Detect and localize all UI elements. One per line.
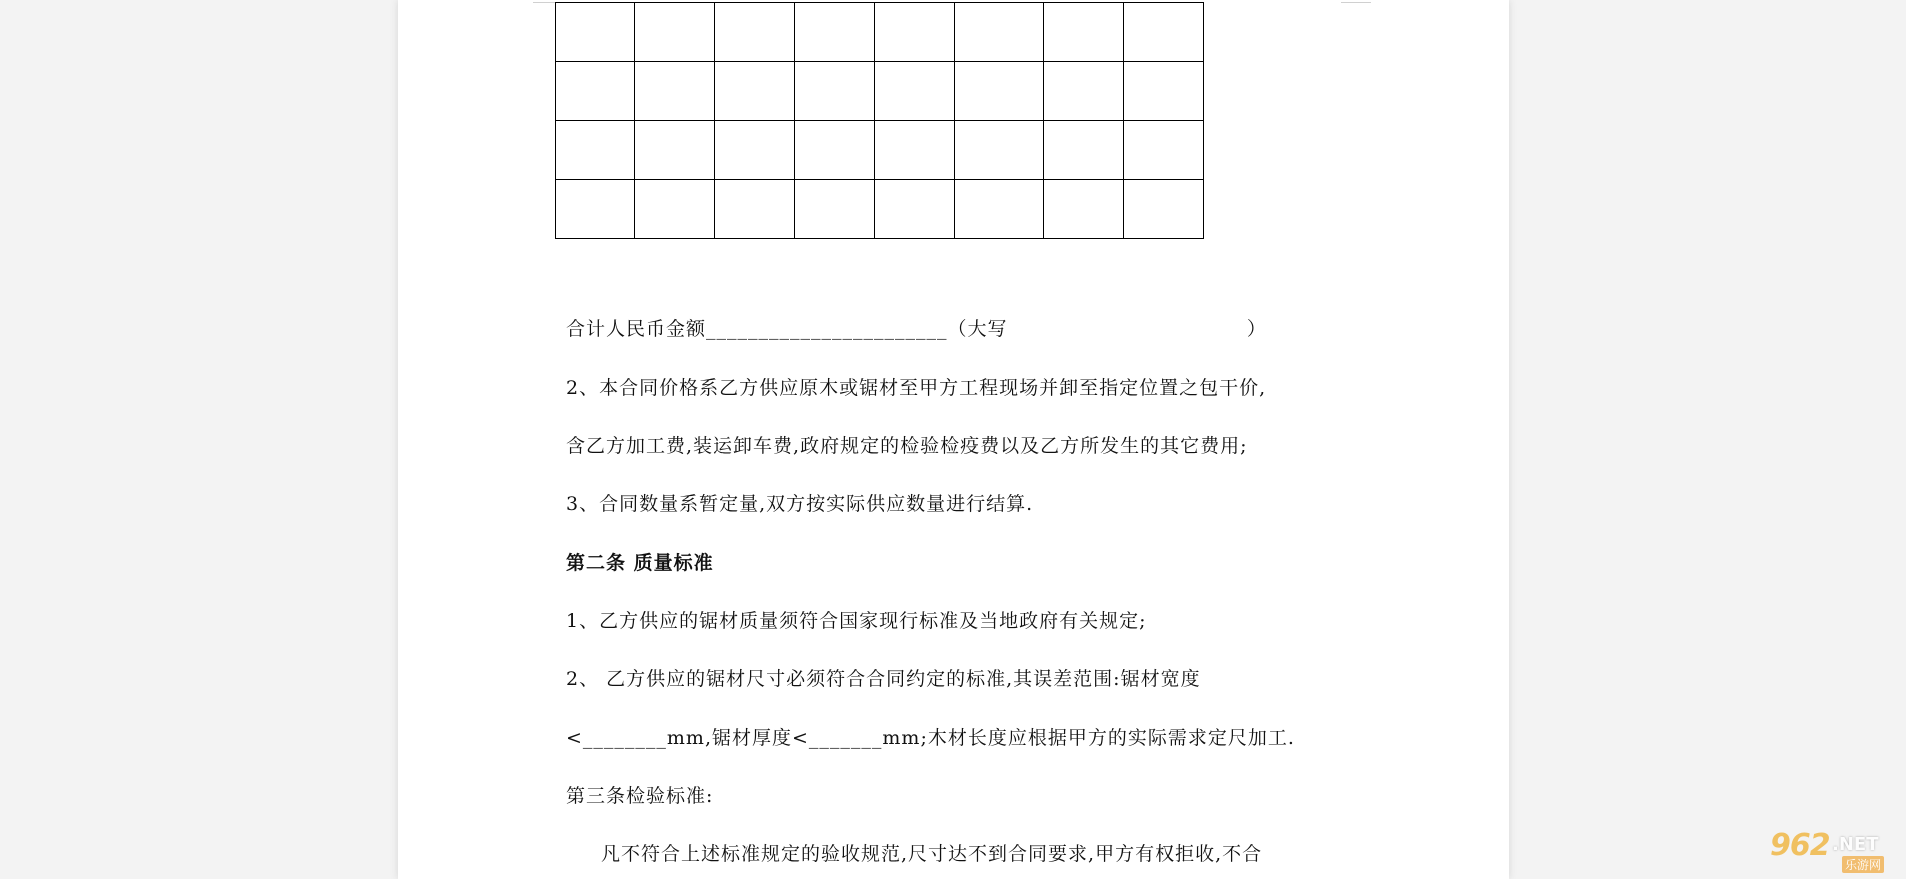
watermark-suffix: .NET bbox=[1832, 834, 1879, 855]
table-cell bbox=[1044, 121, 1124, 180]
table-cell bbox=[875, 121, 955, 180]
table-cell bbox=[635, 3, 715, 62]
clause-1-2-line-a: 2、本合同价格系乙方供应原木或锯材至甲方工程现场并卸至指定位置之包干价, bbox=[566, 377, 1267, 399]
table-cell bbox=[955, 62, 1044, 121]
clause-3-1-line: 凡不符合上述标准规定的验收规范,尺寸达不到合同要求,甲方有权拒收,不合 bbox=[601, 843, 1263, 865]
clause-2-2-line-b: <________mm,锯材厚度<_______mm;木材长度应根据甲方的实际需求定尺加工. bbox=[566, 727, 1295, 749]
table-cell bbox=[635, 121, 715, 180]
clause-2-1-line: 1、乙方供应的锯材质量须符合国家现行标准及当地政府有关规定; bbox=[566, 610, 1147, 632]
table-cell bbox=[715, 62, 795, 121]
table-cell bbox=[795, 62, 875, 121]
table-cell bbox=[715, 3, 795, 62]
article-2-title: 第二条 质量标准 bbox=[566, 552, 714, 574]
table-cell bbox=[635, 62, 715, 121]
table-cell bbox=[715, 180, 795, 239]
table-cell bbox=[795, 3, 875, 62]
table-cell bbox=[1044, 3, 1124, 62]
table-cell bbox=[795, 180, 875, 239]
table-row bbox=[556, 62, 1204, 121]
table-cell bbox=[955, 180, 1044, 239]
table-cell bbox=[556, 121, 635, 180]
page-corner-mark-right bbox=[1341, 0, 1371, 3]
table-cell bbox=[1124, 180, 1204, 239]
table-cell bbox=[875, 3, 955, 62]
clause-2-2-line-a: 2、 乙方供应的锯材尺寸必须符合合同约定的标准,其误差范围:锯材宽度 bbox=[566, 668, 1201, 690]
table-cell bbox=[715, 121, 795, 180]
watermark-subtitle: 乐游网 bbox=[1842, 856, 1884, 873]
table-row bbox=[556, 121, 1204, 180]
table-cell bbox=[1044, 62, 1124, 121]
clause-1-2-line-b: 含乙方加工费,装运卸车费,政府规定的检验检疫费以及乙方所发生的其它费用; bbox=[566, 435, 1248, 457]
watermark-number: 962 bbox=[1770, 828, 1830, 863]
table-cell bbox=[1124, 121, 1204, 180]
table-cell bbox=[556, 180, 635, 239]
clause-1-3-line: 3、合同数量系暂定量,双方按实际供应数量进行结算. bbox=[566, 493, 1034, 515]
table-cell bbox=[875, 62, 955, 121]
document-page bbox=[398, 0, 1509, 879]
table-cell bbox=[955, 121, 1044, 180]
table-cell bbox=[875, 180, 955, 239]
total-amount-line: 合计人民币金额_______________________（大写 ） bbox=[566, 318, 1267, 340]
site-watermark-logo bbox=[1770, 828, 1900, 874]
article-3-title: 第三条检验标准: bbox=[566, 785, 714, 807]
table-cell bbox=[1044, 180, 1124, 239]
table-cell bbox=[556, 62, 635, 121]
table-row bbox=[556, 180, 1204, 239]
table-row bbox=[556, 3, 1204, 62]
table-cell bbox=[955, 3, 1044, 62]
table-cell bbox=[1124, 3, 1204, 62]
table-cell bbox=[635, 180, 715, 239]
table-cell bbox=[1124, 62, 1204, 121]
price-table bbox=[555, 2, 1204, 239]
table-cell bbox=[556, 3, 635, 62]
table-cell bbox=[795, 121, 875, 180]
